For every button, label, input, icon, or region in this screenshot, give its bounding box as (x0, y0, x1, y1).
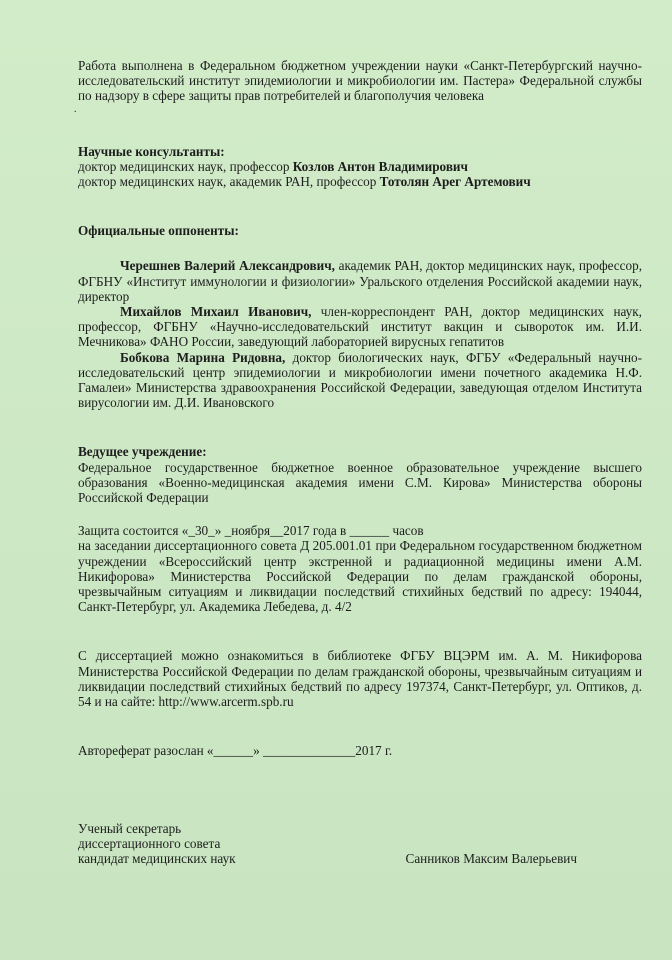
secretary-degree: кандидат медицинских наук (78, 850, 236, 866)
consultant-2-degree: доктор медицинских наук, академик РАН, профессор (78, 174, 380, 190)
consultant-1 (78, 159, 642, 174)
opponent-2-name: Михайлов Михаил Иванович, (120, 304, 312, 320)
opponents-heading: Официальные оппоненты: (78, 223, 239, 239)
opponent-3 (78, 350, 642, 411)
library-paragraph: С диссертацией можно ознакомиться в библиотеке ФГБУ ВЦЭРМ им. А. М. Никифорова Министерства Российской Федерации по делам гражданской обороны, чрезвычайным ситуациям и ликвидации последствий стихийных бедствий по адресу 197374, Санкт-Петербург, ул. Оптиков, д. 54 и на сайте: http://www.arcerm.spb.ru (78, 648, 642, 710)
leading-heading: Ведущее учреждение: (78, 444, 207, 460)
opponent-1-details: академик РАН, доктор медицинских наук, профессор, ФГБНУ «Институт иммунологии и физиологии» Уральского отделения Российской академии наук, директор (78, 258, 642, 304)
defense-date-line: Защита состоится «_30_» _ноября__2017 года в ______ часов (78, 523, 424, 539)
secretary-title: Ученый секретарь (78, 820, 182, 836)
opponent-2 (78, 304, 642, 350)
stray-dot: . (74, 103, 77, 115)
leading-text: Федеральное государственное бюджетное военное образовательное учреждение высшего образования «Военно-медицинская академия имени С.М. Кирова» Министерства обороны Российской Федерации (78, 459, 642, 506)
consultant-1-name: Козлов Антон Владимирович (292, 158, 468, 174)
opponent-2-details: член-корреспондент РАН, доктор медицинских наук, профессор, ФГБНУ «Научно-исследовательский институт вакцин и сывороток им. И.И. Мечникова» ФАНО России, заведующий лабораторией вирусных гепатитов (78, 304, 642, 350)
intro-paragraph: Работа выполнена в Федеральном бюджетном учреждении науки «Санкт-Петербургский научно-исследовательский институт эпидемиологии и микробиологии им. Пастера» Федеральной службы по надзору в сфере защиты прав потребителей и благополучия человека (78, 58, 642, 104)
consultant-2-name: Тотолян Арег Артемович (379, 174, 531, 190)
opponent-1 (78, 258, 642, 304)
defense-text: на заседании диссертационного совета Д 205.001.01 при Федеральном государственном бюджетном учреждении «Всероссийский центр экстренной и радиационной медицины имени А.М. Никифорова» Министерства Российской Федерации по делам гражданской обороны, чрезвычайным ситуациям и ликвидации последствий стихийных бедствий по адресу: 194044, Санкт-Петербург, ул. Академика Лебедева, д. 4/2 (78, 538, 642, 615)
consultant-1-degree: доктор медицинских наук, профессор (78, 158, 293, 174)
secretary-name: Санников Максим Валерьевич (405, 850, 577, 866)
opponent-3-name: Бобкова Марина Ридовна, (120, 349, 286, 365)
opponent-3-details: доктор биологических наук, ФГБУ «Федеральный научно-исследовательский центр эпидемиологии и микробиологии имени почетного академика Н.Ф. Гамалеи» Министерства здравоохранения Российской Федерации, заведующая отделом Института вирусологии им. Д.И. Ивановского (78, 349, 642, 411)
consultant-2 (78, 174, 642, 189)
signature-row (78, 851, 642, 866)
sent-line: Автореферат разослан «______» ______________2017 г. (78, 743, 393, 759)
consultants-heading: Научные консультанты: (78, 143, 225, 159)
secretary-council: диссертационного совета (78, 835, 221, 851)
opponent-1-name: Черешнев Валерий Александрович, (120, 258, 335, 274)
